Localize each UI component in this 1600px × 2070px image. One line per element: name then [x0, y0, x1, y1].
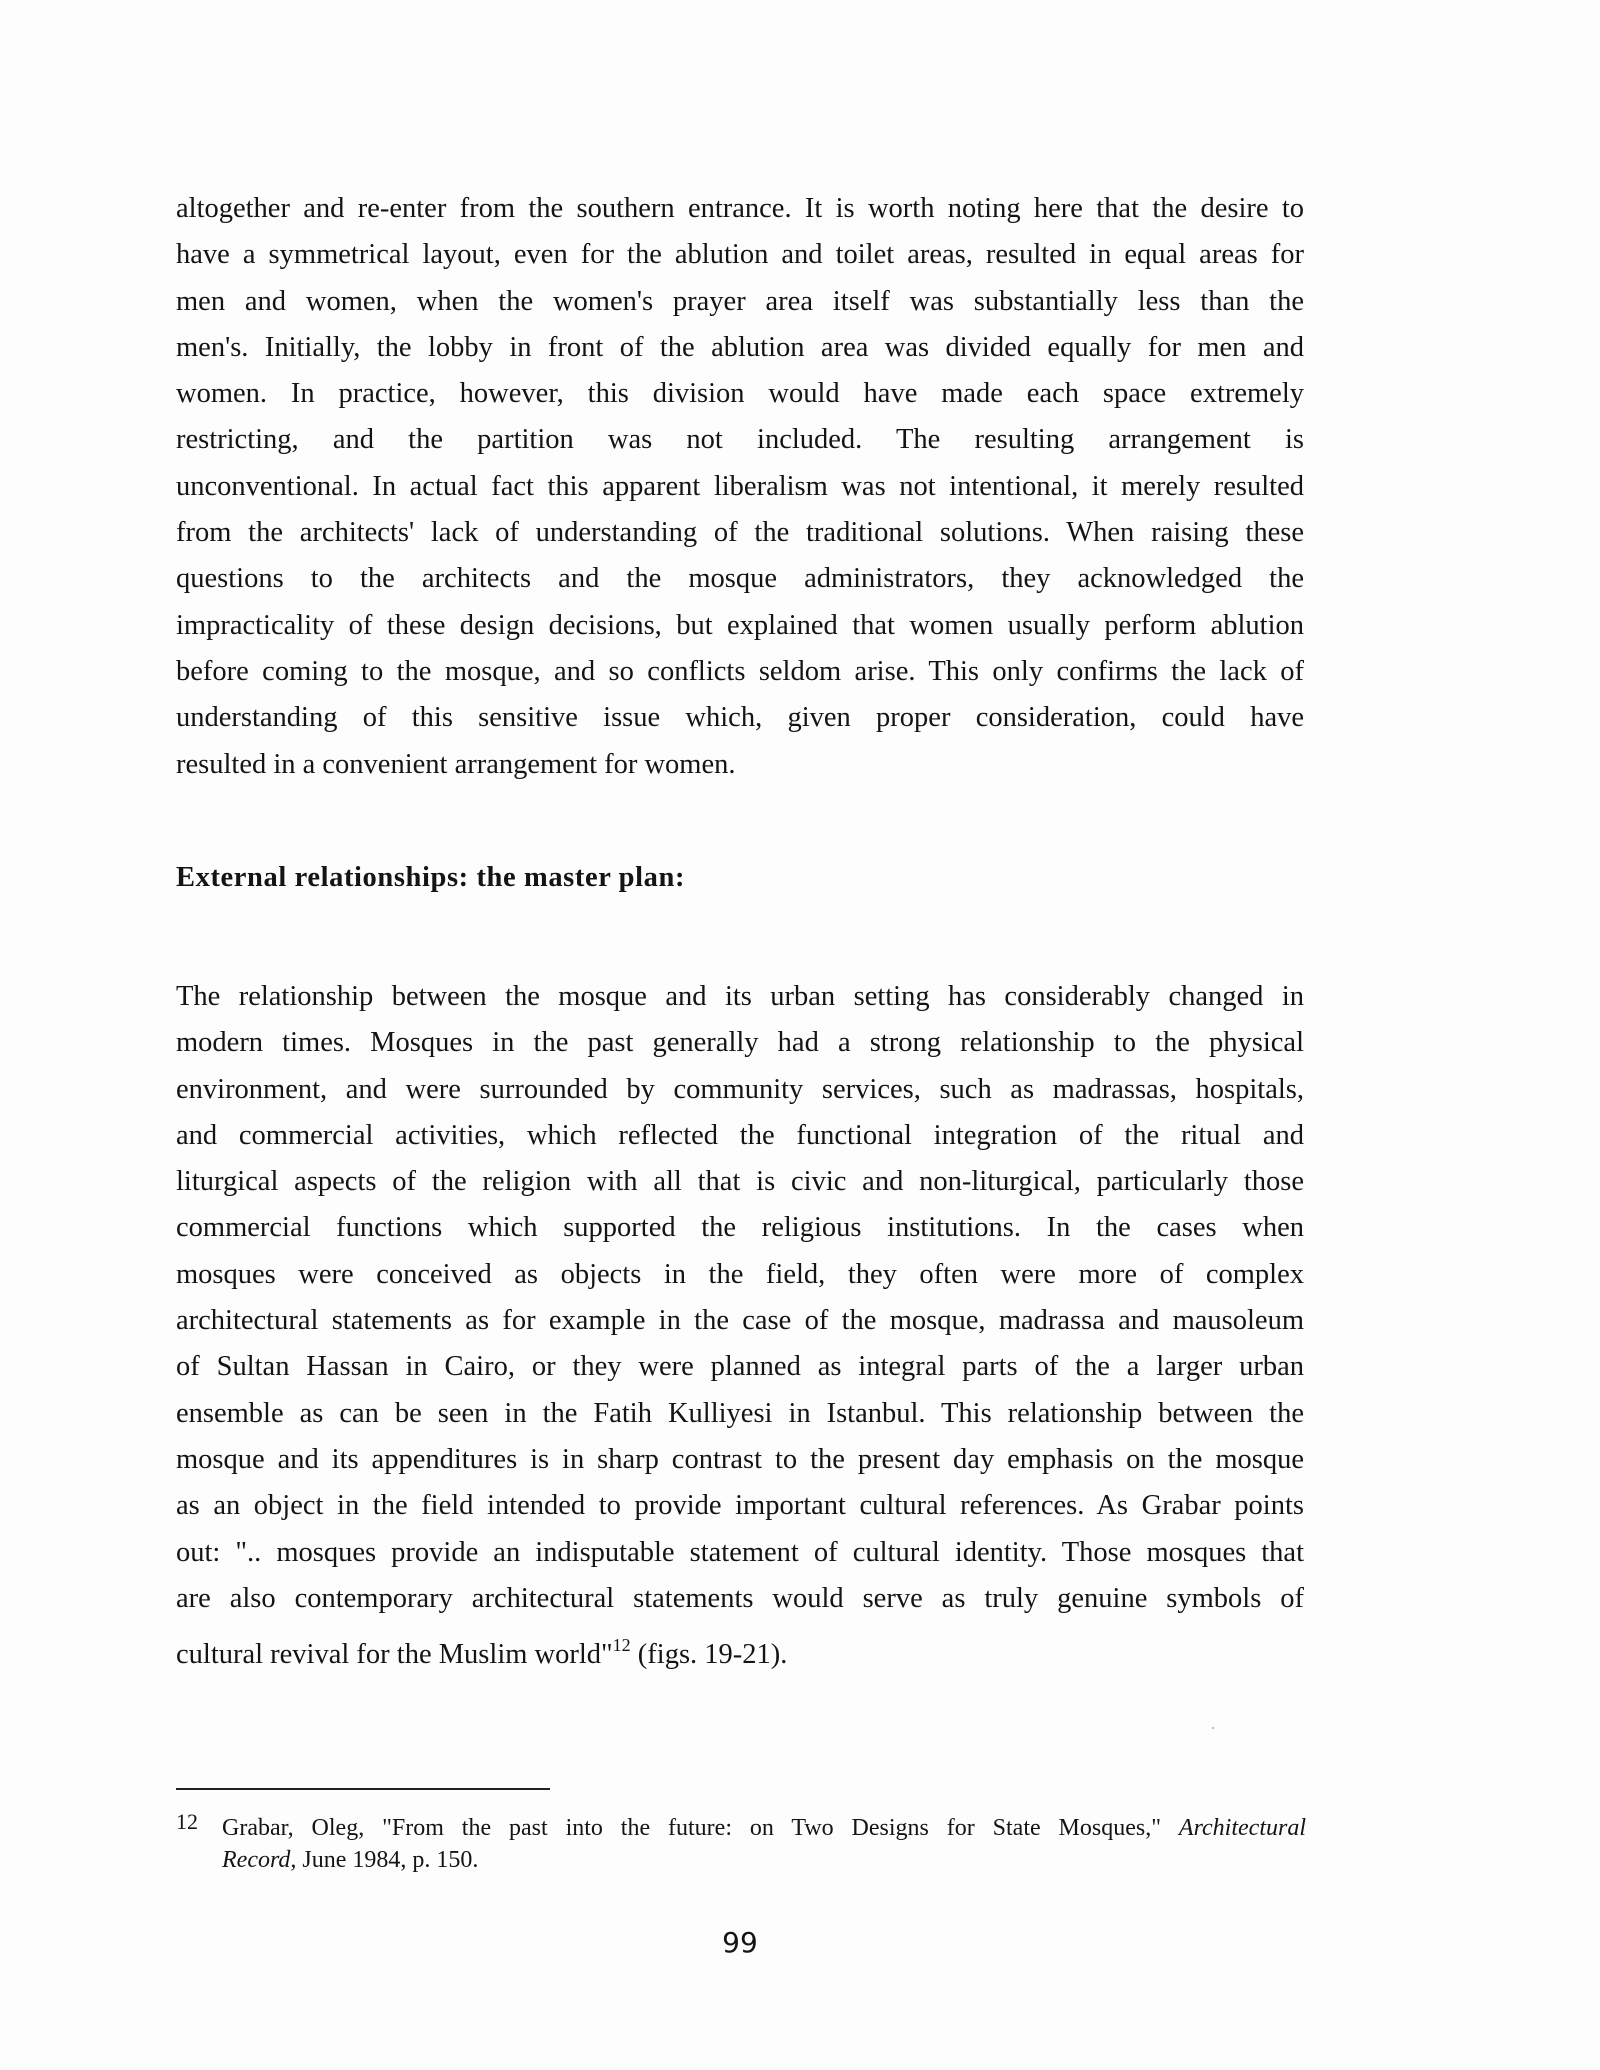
- text-segment: cultural revival for the Muslim world": [176, 1639, 613, 1671]
- text-segment: (figs. 19-21).: [630, 1639, 788, 1671]
- text-line: unconventional. In actual fact this apparent liberalism was not intentional, it merely resulted: [176, 470, 1304, 502]
- text-line: altogether and re-enter from the southern entrance. It is worth noting here that the desire to: [176, 193, 1304, 224]
- scan-speck: [1212, 1727, 1214, 1729]
- section-heading: External relationships: the master plan:: [176, 862, 686, 893]
- text-line: The relationship between the mosque and its urban setting has considerably changed in: [176, 981, 1304, 1012]
- footnote-separator: [176, 1788, 550, 1790]
- text-line: impracticality of these design decisions, but explained that women usually perform ablution: [176, 609, 1304, 641]
- text-line-with-footnote-ref: [176, 1622, 1304, 1671]
- paragraph-women-ablution: [176, 186, 1304, 788]
- text-line: before coming to the mosque, and so conflicts seldom arise. This only confirms the lack of: [176, 655, 1304, 687]
- text-line: resulted in a convenient arrangement for women.: [176, 748, 736, 780]
- paragraph-master-plan: [176, 974, 1304, 1671]
- text-line: ensemble as can be seen in the Fatih Kulliyesi in Istanbul. This relationship between the: [176, 1397, 1304, 1429]
- text-line: and commercial activities, which reflected the functional integration of the ritual and: [176, 1119, 1304, 1151]
- citation-date-page: June 1984, p. 150.: [296, 1847, 479, 1873]
- text-line: liturgical aspects of the religion with all that is civic and non-liturgical, particularly those: [176, 1166, 1304, 1198]
- text-line: out: ".. mosques provide an indisputable statement of cultural identity. Those mosques that: [176, 1536, 1304, 1568]
- text-line: men's. Initially, the lobby in front of the ablution area was divided equally for men and: [176, 331, 1304, 363]
- text-line: questions to the architects and the mosque administrators, they acknowledged the: [176, 563, 1304, 595]
- citation-author-title: Grabar, Oleg, "From the past into the future: on Two Designs for State Mosques,": [222, 1815, 1179, 1841]
- footnote-line: [222, 1844, 1306, 1876]
- text-line: women. In practice, however, this division would have made each space extremely: [176, 378, 1304, 410]
- page-number: 99: [722, 1926, 758, 1959]
- text-line: understanding of this sensitive issue which, given proper consideration, could have: [176, 702, 1304, 734]
- text-line: as an object in the field intended to provide important cultural references. As Grabar points: [176, 1490, 1304, 1522]
- text-line: environment, and were surrounded by community services, such as madrassas, hospitals,: [176, 1073, 1304, 1105]
- text-line: mosques were conceived as objects in the field, they often were more of complex: [176, 1258, 1304, 1290]
- citation-journal: Record,: [222, 1847, 297, 1873]
- footnote: [176, 1809, 1306, 1876]
- text-line: of Sultan Hassan in Cairo, or they were planned as integral parts of the a larger urban: [176, 1351, 1304, 1383]
- text-line: from the architects' lack of understanding of the traditional solutions. When raising these: [176, 517, 1304, 549]
- footnote-text: [222, 1812, 1306, 1876]
- text-line: architectural statements as for example in the case of the mosque, madrassa and mausoleum: [176, 1305, 1304, 1337]
- text-line: are also contemporary architectural statements would serve as truly genuine symbols of: [176, 1582, 1304, 1614]
- text-line: mosque and its appenditures is in sharp contrast to the present day emphasis on the mosque: [176, 1443, 1304, 1475]
- text-line: commercial functions which supported the religious institutions. In the cases when: [176, 1212, 1304, 1244]
- text-line: restricting, and the partition was not included. The resulting arrangement is: [176, 424, 1304, 456]
- citation-journal: Architectural: [1178, 1815, 1306, 1841]
- text-line: modern times. Mosques in the past generally had a strong relationship to the physical: [176, 1027, 1304, 1059]
- text-line: men and women, when the women's prayer area itself was substantially less than the: [176, 285, 1304, 317]
- footnote-reference[interactable]: 12: [612, 1635, 631, 1656]
- footnote-line: [222, 1812, 1306, 1844]
- text-line: have a symmetrical layout, even for the ablution and toilet areas, resulted in equal areas for: [176, 239, 1304, 271]
- footnote-number: 12: [176, 1809, 198, 1834]
